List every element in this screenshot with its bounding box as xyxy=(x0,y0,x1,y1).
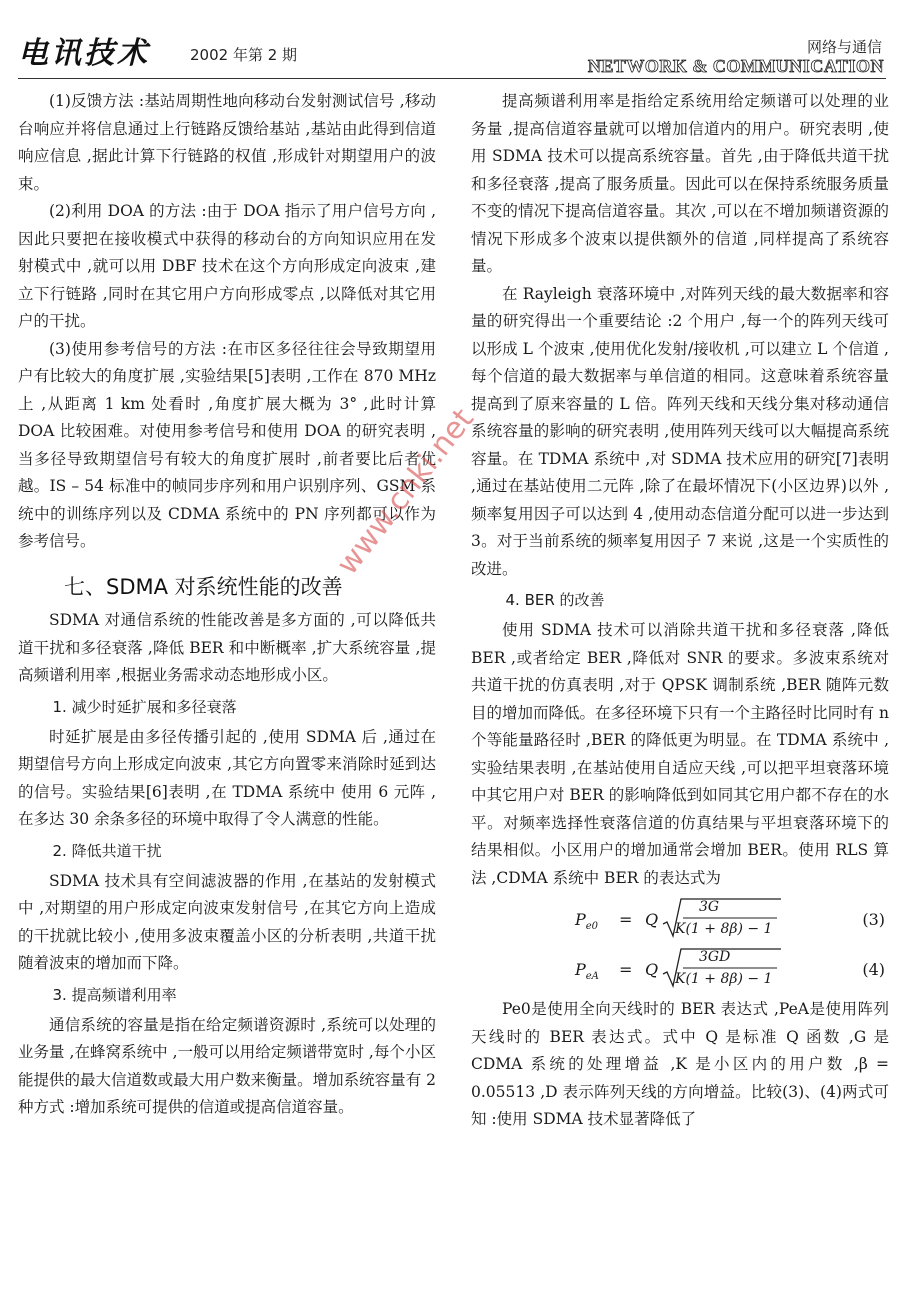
q-function: Q xyxy=(645,910,659,929)
equation-lhs: $P_{eA}$ xyxy=(575,960,599,983)
equals-sign: = xyxy=(619,960,633,979)
paragraph: 时延扩展是由多径传播引起的 ,使用 SDMA 后 ,通过在期望信号方向上形成定向波束 ,其它方向置零来消除时延到达的信号。实验结果[6]表明 ,在 TDMA 系统中 使用 6 元阵 ,在多达 30 余条多径的环境中取得了令人满意的性能。 xyxy=(18,727,436,828)
subsection-heading: 1. 减少时延扩展和多径衰落 xyxy=(52,697,237,716)
q-function: Q xyxy=(645,960,659,979)
issue-label: 2002 年第 2 期 xyxy=(190,46,298,64)
equation-lhs: $P_{e0}$ xyxy=(575,910,599,933)
journal-logo: 电讯技术 xyxy=(18,36,150,71)
paragraph: 使用 SDMA 技术可以消除共道干扰和多径衰落 ,降低 BER ,或者给定 BER ,降低对 SNR 的要求。多波束系统对共道干扰的仿真表明 ,对于 QPSK 调制系统 ,BER 随阵元数目的增加而降低。在多径环境下只有一个主路径时比同时有 n 个等能量路径时 ,BER 的降低更为明显。在 TDMA 系统中 ,实验结果表明 ,在基站使用自适应天线 ,可以把平坦衰落环境中其它用户对 BER 的影响降低到如同其它用户都不存在的水平。对频率选择性衰落信道的仿真结果与平坦衰落环境下的结果相似。小区用户的增加通常会增加 BER。使用 RLS 算法 ,CDMA 系统中 BER 的表达式为 xyxy=(471,621,889,887)
paragraph: SDMA 技术具有空间滤波器的作用 ,在基站的发射模式中 ,对期望的用户形成定向波束发射信号 ,在其它方向上造成的干扰就比较小 ,使用多波束覆盖小区的分析表明 ,共道干扰随着波束的增加而下降。 xyxy=(18,871,436,972)
fraction-denominator: K(1 + 8β) − 1 xyxy=(675,971,773,987)
paragraph: 通信系统的容量是指在给定频谱资源时 ,系统可以处理的业务量 ,在蜂窝系统中 ,一般可以用给定频谱带宽时 ,每个小区能提供的最大信道数或最大用户数来衡量。增加系统容量有 2 种方式 :增加系统可提供的信道或提高信道容量。 xyxy=(18,1015,436,1116)
equation-number: (4) xyxy=(862,960,885,979)
paragraph: Pe0是使用全向天线时的 BER 表达式 ,PeA是使用阵列天线时的 BER 表达式。式中 Q 是标准 Q 函数 ,G 是 CDMA 系统的处理增益 ,K 是小区内的用户数 ,β = 0.05513 ,D 表示阵列天线的方向增益。比较(3)、(4)两式可知 :使用 SDMA 技术显著降低了 xyxy=(471,1000,889,1128)
section-label-en: NETWORK & COMMUNICATION xyxy=(587,56,884,76)
equals-sign: = xyxy=(619,910,633,929)
paragraph: SDMA 对通信系统的性能改善是多方面的 ,可以降低共道干扰和多径衰落 ,降低 BER 和中断概率 ,扩大系统容量 ,提高频谱利用率 ,根据业务需求动态地形成小区。 xyxy=(18,611,436,684)
paragraph: (3)使用参考信号的方法 :在市区多径往往会导致期望用户有比较大的角度扩展 ,实验结果[5]表明 ,工作在 870 MHz 上 ,从距离 1 km 处看时 ,角度扩展大概为 3° ,此时计算 DOA 比较困难。对使用参考信号和使用 DOA 的研究表明 ,当多径导致期望信号有较大的角度扩展时 ,前者要比后者优越。IS – 54 标准中的帧同步序列和用户识别序列、GSM 系统中的训练序列以及 CDMA 系统中的 PN 序列都可以作为参考信号。 xyxy=(18,339,436,550)
section-label-cn: 网络与通信 xyxy=(806,38,882,56)
watermark: www.cnki.net xyxy=(330,402,481,582)
section-heading: 七、SDMA 对系统性能的改善 xyxy=(64,574,343,599)
paragraph: (1)反馈方法 :基站周期性地向移动台发射测试信号 ,移动台响应并将信息通过上行链路反馈给基站 ,基站由此得到信道响应信息 ,据此计算下行链路的权值 ,形成针对期望用户的波束。 xyxy=(18,92,436,193)
left-column xyxy=(18,88,436,1122)
subsection-heading: 2. 降低共道干扰 xyxy=(52,841,162,860)
paragraph: 在 Rayleigh 衰落环境中 ,对阵列天线的最大数据率和容量的研究得出一个重要结论 :2 个用户 ,每一个的阵列天线可以形成 L 个波束 ,使用优化发射/接收机 ,可以建立 L 个信道 ,每个信道的最大数据率与单信道的相同。这意味着系统容量提高到了原来容量的 L 倍。阵列天线和天线分集对移动通信系统容量的影响的研究表明 ,使用阵列天线可以大幅提高系统容量。在 TDMA 系统中 ,对 SDMA 技术应用的研究[7]表明 ,通过在基站使用二元阵 ,除了在最坏情况下(小区边界)以外 ,频率复用因子可以达到 4 ,使用动态信道分配可以进一步达到 3。对于当前系统的频率复用因子 7 来说 ,这是一个实质性的改进。 xyxy=(471,284,889,578)
equation-3 xyxy=(471,896,889,942)
paragraph: 提高频谱利用率是指给定系统用给定频谱可以处理的业务量 ,提高信道容量就可以增加信道内的用户。研究表明 ,使用 SDMA 技术可以提高系统容量。首先 ,由于降低共道干扰和多径衰落 ,提高了服务质量。因此可以在保持系统服务质量不变的情况下提高信道容量。其次 ,可以在不增加频谱资源的情况下形成多个波束以提供额外的信道 ,同样提高了系统容量。 xyxy=(471,92,889,275)
equation-4 xyxy=(471,946,889,992)
paragraph: (2)利用 DOA 的方法 :由于 DOA 指示了用户信号方向 ,因此只要把在接收模式中获得的移动台的方向知识应用在发射模式中 ,就可以用 DBF 技术在这个方向形成定向波束 ,建立下行链路 ,同时在其它用户方向形成零点 ,以降低对其它用户的干扰。 xyxy=(18,202,436,330)
subsection-heading: 3. 提高频谱利用率 xyxy=(52,985,177,1004)
subsection-heading: 4. BER 的改善 xyxy=(505,591,605,609)
fraction-numerator: 3G xyxy=(699,899,720,915)
fraction-denominator: K(1 + 8β) − 1 xyxy=(675,921,773,937)
equation-number: (3) xyxy=(862,910,885,929)
header-rule xyxy=(18,78,886,79)
right-column xyxy=(471,88,889,1134)
fraction-numerator: 3GD xyxy=(699,949,731,965)
page-header xyxy=(18,28,888,80)
